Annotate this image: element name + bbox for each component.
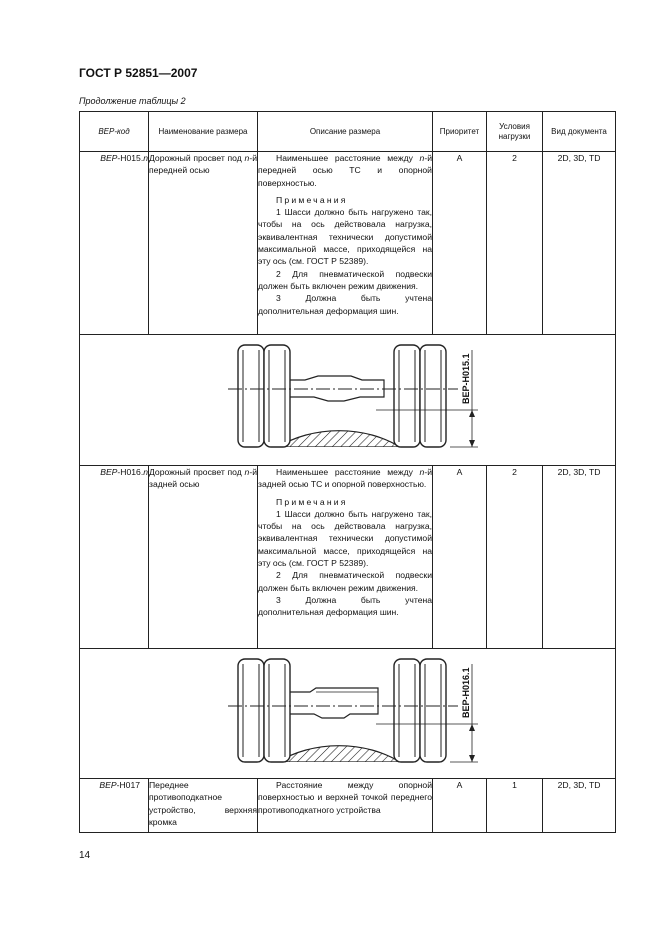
- table-caption: Продолжение таблицы 2: [79, 96, 186, 106]
- col-header-description: Описание размера: [258, 112, 433, 152]
- notes-title: Примечания: [276, 496, 348, 507]
- cell-code: ВЕР-Н017: [80, 779, 149, 833]
- table-row: [80, 466, 616, 649]
- description-main: Наименьшее расстояние между n-й задней осью ТС и опорной поверхностью.: [258, 467, 432, 490]
- cell-code: ВЕР-Н015.n: [80, 152, 149, 335]
- axle-shape: [282, 688, 378, 718]
- note-3: 3 Должна быть учтена дополнительная деформация шин.: [258, 293, 432, 316]
- document-header: ГОСТ Р 52851—2007: [79, 66, 198, 80]
- figure-row: [80, 335, 616, 466]
- description-main: Наименьшее расстояние между n-й передней осью ТС и опорной поверхностью.: [258, 153, 432, 188]
- note-1: 1 Шасси должно быть нагружено так, чтобы на ось действовала нагрузка, эквивалентная технически допустимой максимальной массе, приходящейся на эту ось (см. ГОСТ Р 52389).: [258, 508, 432, 569]
- cell-load: 1: [487, 779, 543, 833]
- cell-load: 2: [487, 152, 543, 335]
- cell-description: [258, 779, 433, 833]
- table-row: [80, 152, 616, 335]
- right-wheels: [394, 345, 446, 447]
- col-header-doctype: Вид документа: [543, 112, 616, 152]
- ground-obstacle: [278, 746, 400, 762]
- front-axle-clearance-diagram: [218, 340, 478, 460]
- dimensions-table: [79, 111, 616, 833]
- col-header-name: Наименование размера: [149, 112, 258, 152]
- axle-shape: [282, 376, 384, 401]
- note-2: 2 Для пневматической подвески должен быть включен режим движения.: [258, 268, 432, 291]
- dimension-label: BEP-H015.1: [460, 353, 471, 404]
- col-header-load: Условия нагрузки: [487, 112, 543, 152]
- cell-doctype: 2D, 3D, TD: [543, 466, 616, 649]
- note-3: 3 Должна быть учтена дополнительная деформация шин.: [258, 594, 432, 618]
- figure-cell: [80, 335, 616, 466]
- dimension-label: BEP-H016.1: [460, 667, 471, 718]
- page-number: 14: [79, 850, 91, 861]
- description-main: Расстояние между опорной поверхностью и верхней точкой переднего противоподкатного устройства: [258, 780, 432, 815]
- col-header-code: ВЕР-код: [80, 112, 149, 152]
- cell-priority: A: [433, 152, 487, 335]
- cell-code: ВЕР-Н016.n: [80, 466, 149, 649]
- cell-doctype: 2D, 3D, TD: [543, 152, 616, 335]
- cell-priority: A: [433, 466, 487, 649]
- table-header-row: [80, 112, 616, 152]
- cell-description: [258, 466, 433, 649]
- right-wheels: [394, 659, 446, 762]
- left-wheels: [238, 345, 290, 447]
- rear-axle-clearance-diagram: [218, 654, 478, 774]
- figure-row: [80, 649, 616, 779]
- cell-name: Дорожный просвет под n-й передней осью: [149, 152, 258, 335]
- table-row: [80, 779, 616, 833]
- cell-name: Дорожный просвет под n-й задней осью: [149, 466, 258, 649]
- cell-load: 2: [487, 466, 543, 649]
- ground-obstacle: [278, 431, 400, 447]
- cell-doctype: 2D, 3D, TD: [543, 779, 616, 833]
- notes-title: Примечания: [276, 194, 348, 205]
- left-wheels: [238, 659, 290, 762]
- col-header-priority: Приоритет: [433, 112, 487, 152]
- cell-description: [258, 152, 433, 335]
- cell-priority: A: [433, 779, 487, 833]
- note-1: 1 Шасси должно быть нагружено так, чтобы на ось действовала нагрузка, эквивалентная технически допустимой максимальной массе, приходящейся на эту ось (см. ГОСТ Р 52389).: [258, 207, 432, 267]
- figure-cell: [80, 649, 616, 779]
- note-2: 2 Для пневматической подвески должен быть включен режим движения.: [258, 570, 432, 593]
- cell-name: Переднее противоподкатное устройство, верхняя кромка: [149, 779, 258, 833]
